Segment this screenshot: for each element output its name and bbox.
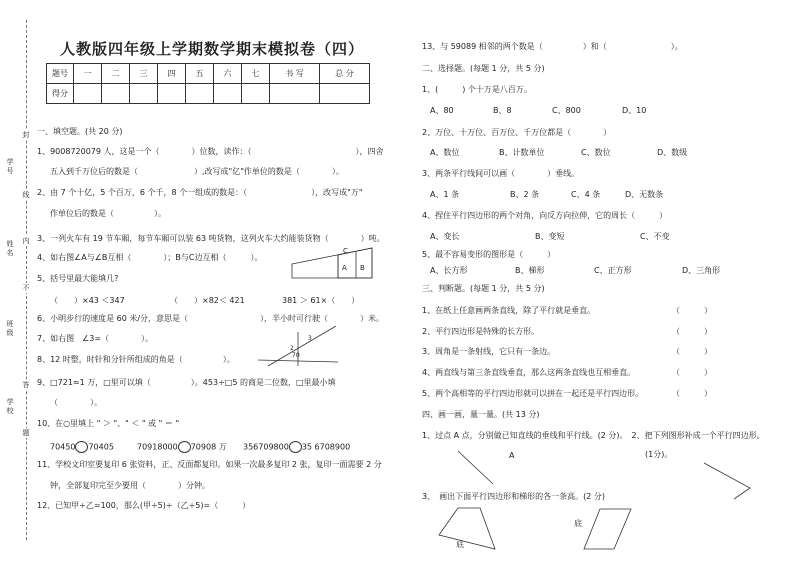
choice-1-opt-b[interactable]: B、8 xyxy=(493,106,512,115)
choice-5-opt-b[interactable]: B、梯形 xyxy=(515,266,545,275)
judge-5-answer[interactable]: （ ） xyxy=(672,389,712,398)
score-cell[interactable] xyxy=(320,84,370,104)
question-10-compare-a xyxy=(50,441,114,453)
score-cell[interactable] xyxy=(102,84,130,104)
question-8: 8、12 时整，时针和分针所组成的角是（ ）。 xyxy=(37,355,235,364)
seal-char: 题 xyxy=(22,429,30,437)
choice-1-opt-c[interactable]: C、800 xyxy=(552,106,581,115)
judge-4-answer[interactable]: （ ） xyxy=(672,368,712,377)
question-5: 5、括号里最大能填几? xyxy=(37,274,119,283)
score-header-cell: 三 xyxy=(130,64,158,84)
compare-value: 356709800 xyxy=(243,442,289,452)
point-a-label: A xyxy=(509,451,515,460)
question-5-a: （ ）×43 ＜347 xyxy=(50,296,125,305)
score-cell[interactable] xyxy=(158,84,186,104)
binding-label-name: 姓名 xyxy=(6,240,14,257)
seal-char: 封 xyxy=(22,131,30,139)
score-header-cell: 二 xyxy=(102,64,130,84)
score-cell[interactable] xyxy=(186,84,214,104)
seal-char: 答 xyxy=(22,381,30,389)
score-cell[interactable] xyxy=(214,84,242,104)
judge-2: 2、平行四边形是特殊的长方形。 xyxy=(422,327,540,336)
compare-value: 70908 万 xyxy=(190,442,227,452)
compare-circle[interactable] xyxy=(178,441,191,453)
choice-3-opt-d[interactable]: D、无数条 xyxy=(625,190,664,199)
parallelogram-base-label: 底 xyxy=(574,519,582,528)
compare-value: 70405 xyxy=(88,442,114,452)
question-10-compare-c xyxy=(243,441,350,453)
compare-circle[interactable] xyxy=(75,441,88,453)
seal-char: 不 xyxy=(22,284,30,292)
question-1-line-1: 1、9008720079 人，这是一个（ ）位数，读作：（ ），四舍 xyxy=(37,147,384,156)
figure-label-a: A xyxy=(342,264,347,272)
seal-char: 线 xyxy=(22,191,30,199)
question-9-line-1: 9、□721≈1 万，□里可以填（ ）。453÷□5 的商是二位数，□里最小填 xyxy=(37,378,336,387)
score-cell[interactable] xyxy=(242,84,270,104)
choice-2-opt-d[interactable]: D、数级 xyxy=(657,148,688,157)
score-header-cell: 一 xyxy=(74,64,102,84)
compare-value: 35 6708900 xyxy=(301,442,351,452)
score-header-cell: 题号 xyxy=(47,64,74,84)
question-10-compare-b xyxy=(137,441,227,453)
score-header-cell: 总 分 xyxy=(320,64,370,84)
question-10: 10、在○里填上 " ＞ "、" ＜ " 或 " ＝ " xyxy=(37,419,180,428)
figure-triangle-q4 xyxy=(290,244,378,282)
angle-label-2: 2 xyxy=(290,345,294,352)
judge-2-answer[interactable]: （ ） xyxy=(672,327,712,336)
choice-5-opt-c[interactable]: C、正方形 xyxy=(594,266,632,275)
judge-1: 1、在纸上任意画两条直线，除了平行就是垂直。 xyxy=(422,306,596,315)
seal-char: 内 xyxy=(22,237,30,245)
choice-5-opt-d[interactable]: D、三角形 xyxy=(682,266,721,275)
question-2-line-1: 2、由 7 个十亿，5 个百万，6 个千，8 个一组成的数是：（ ），改写成"万" xyxy=(37,188,363,197)
choice-4-opt-b[interactable]: B、变短 xyxy=(535,232,565,241)
question-9-line-2: （ ）。 xyxy=(50,398,102,407)
choice-1: 1、( ) 个十万是八百万。 xyxy=(422,85,532,94)
figure-label-c: C xyxy=(343,247,348,255)
choice-2-opt-c[interactable]: C、数位 xyxy=(581,148,611,157)
question-6: 6、小明步行的速度是 60 米/分，意思是（ ），半小时可行驶（ ）米。 xyxy=(37,314,385,323)
binding-strip xyxy=(0,0,32,562)
compare-value: 70450 xyxy=(50,442,76,452)
score-header-cell: 六 xyxy=(214,64,242,84)
judge-5: 5、两个高相等的平行四边形就可以拼在一起还是平行四边形。 xyxy=(422,389,644,398)
trapezoid-base-label: 底 xyxy=(456,540,464,549)
choice-1-opt-a[interactable]: A、80 xyxy=(430,106,454,115)
judge-4: 4、两直线与第三条直线垂直，那么这两条直线也互相垂直。 xyxy=(422,368,636,377)
score-cell[interactable] xyxy=(270,84,320,104)
choice-2: 2、万位、十万位、百万位、千万位都是（ ） xyxy=(422,128,612,137)
score-header-cell: 四 xyxy=(158,64,186,84)
judge-1-answer[interactable]: （ ） xyxy=(672,306,712,315)
figure-line-point-a xyxy=(455,448,515,488)
choice-4-opt-c[interactable]: C、不变 xyxy=(640,232,670,241)
draw-question-1-2: 1、过点 A 点，分别做已知直线的垂线和平行线。(2 分)。 2、把下列图形补成一个平行四边形。 xyxy=(422,431,765,440)
choice-3-opt-c[interactable]: C、4 条 xyxy=(571,190,601,199)
question-3: 3、一列火车有 19 节车厢，每节车厢可以装 63 吨货物，这列火车大约能装货物（ ）吨。 xyxy=(37,234,385,243)
question-1-line-2: 五入到千万位后的数是（ ）,改写成"亿"作单位的数是（ ）。 xyxy=(50,167,344,176)
choice-5: 5、最不容易变形的图形是（ ） xyxy=(422,250,556,259)
question-11-line-2: 钟，全部复印完至少要用（ ）分钟。 xyxy=(50,481,210,490)
figure-label-b: B xyxy=(360,264,365,272)
figure-parallelogram xyxy=(582,505,634,553)
score-header-cell: 五 xyxy=(186,64,214,84)
judge-3-answer[interactable]: （ ） xyxy=(672,347,712,356)
draw-question-3: 3、 画出下面平行四边形和梯形的各一条高。(2 分) xyxy=(422,492,605,501)
compare-circle[interactable] xyxy=(289,441,302,453)
question-5-b: （ ）×82＜ 421 xyxy=(170,296,245,305)
choice-2-opt-b[interactable]: B、计数单位 xyxy=(499,148,545,157)
binding-label-student-no: 学号 xyxy=(6,158,14,175)
section-3-heading: 三、判断题。(每题 1 分，共 5 分) xyxy=(422,284,545,293)
question-7: 7、如右图 ∠3=（ ）。 xyxy=(37,334,154,343)
figure-angles-q7 xyxy=(258,322,340,368)
binding-label-school: 学校 xyxy=(6,398,14,415)
score-header-cell: 七 xyxy=(242,64,270,84)
question-12: 12、已知甲÷乙=100，那么(甲÷5)÷（乙÷5)=（ ） xyxy=(37,501,251,510)
choice-4: 4、捏住平行四边形的两个对角，向反方向拉伸，它的周长（ ） xyxy=(422,211,668,220)
score-row-label: 得分 xyxy=(47,84,74,104)
score-cell[interactable] xyxy=(74,84,102,104)
section-4-heading: 四、画一画，量一量。(共 13 分) xyxy=(422,410,540,419)
judge-3: 3、周角是一条射线，它只有一条边。 xyxy=(422,347,556,356)
question-2-line-2: 作单位后的数是（ ）。 xyxy=(50,209,166,218)
angle-label-3: 3 xyxy=(308,335,312,342)
score-cell[interactable] xyxy=(130,84,158,104)
choice-2-opt-a[interactable]: A、数位 xyxy=(430,148,460,157)
section-1-heading: 一、填空题。(共 20 分) xyxy=(37,127,123,136)
page-title: 人教版四年级上学期数学期末模拟卷（四） xyxy=(60,40,365,58)
score-header-cell: 书 写 xyxy=(270,64,320,84)
question-5-c: 381 ＞ 61×（ ） xyxy=(282,296,360,305)
compare-value: 70918000 xyxy=(137,442,178,452)
figure-open-angle xyxy=(700,460,756,502)
angle-label-70: 70 xyxy=(292,352,300,359)
choice-4-opt-a[interactable]: A、变长 xyxy=(430,232,460,241)
section-2-heading: 二、选择题。(每题 1 分，共 5 分) xyxy=(422,64,545,73)
question-11-line-1: 11、学校文印室要复印 6 张资料，正、反面都复印。如果一次最多复印 2 张，复印一面需要 2 分 xyxy=(37,460,382,469)
choice-3: 3、两条平行线间可以画（ ）垂线。 xyxy=(422,169,580,178)
draw-question-2-score: (1分)。 xyxy=(645,450,673,459)
score-table xyxy=(46,63,370,104)
binding-label-class: 班级 xyxy=(6,320,14,337)
choice-3-opt-a[interactable]: A、1 条 xyxy=(430,190,460,199)
choice-1-opt-d[interactable]: D、10 xyxy=(622,106,647,115)
figure-trapezoid xyxy=(436,505,498,553)
choice-5-opt-a[interactable]: A、长方形 xyxy=(430,266,468,275)
question-13: 13、与 59089 相邻的两个数是（ ）和（ ）。 xyxy=(422,42,683,51)
question-4: 4、如右图∠A与∠B互相（ ）；B与C边互相（ ）。 xyxy=(37,253,263,262)
choice-3-opt-b[interactable]: B、2 条 xyxy=(510,190,540,199)
binding-dashed-line xyxy=(26,20,27,540)
